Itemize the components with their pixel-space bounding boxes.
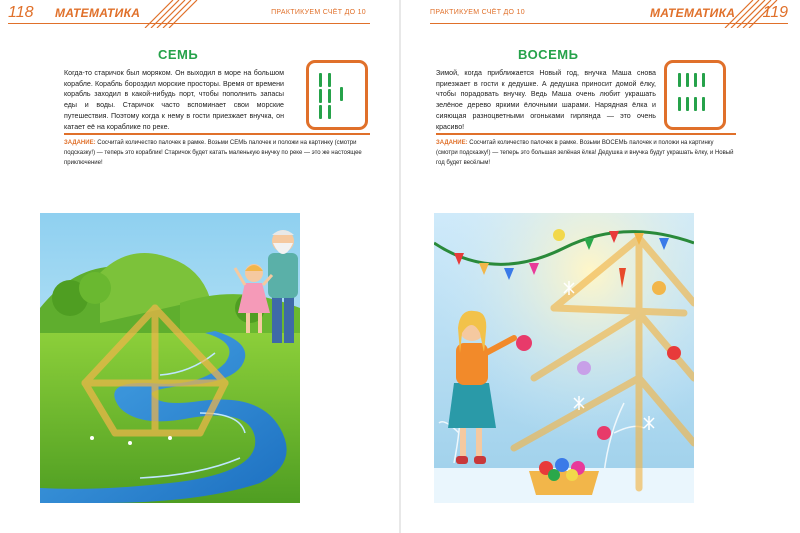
stick-icon bbox=[328, 73, 331, 87]
stick-icon bbox=[686, 73, 689, 87]
task-block bbox=[64, 138, 368, 168]
task-rule bbox=[436, 133, 736, 135]
running-head: ПРАКТИКУЕМ СЧЁТ ДО 10 bbox=[271, 9, 366, 16]
number-title: СЕМЬ bbox=[158, 47, 199, 62]
task-block bbox=[436, 138, 736, 168]
running-head: ПРАКТИКУЕМ СЧЁТ ДО 10 bbox=[430, 9, 525, 16]
stick-icon bbox=[694, 97, 697, 111]
stick-icon bbox=[694, 73, 697, 87]
task-rule bbox=[64, 133, 370, 135]
subject-title: МАТЕМАТИКА bbox=[650, 6, 736, 20]
task-label: ЗАДАНИЕ: bbox=[436, 140, 468, 146]
stick-icon bbox=[328, 105, 331, 119]
sticks-hint-frame bbox=[664, 60, 726, 130]
right-page bbox=[400, 0, 800, 533]
sticks-hint-frame bbox=[306, 60, 368, 130]
page-number: 119 bbox=[762, 4, 788, 21]
stick-icon bbox=[328, 89, 331, 103]
subject-title: МАТЕМАТИКА bbox=[55, 6, 141, 20]
stick-icon bbox=[340, 87, 343, 101]
stick-icon bbox=[319, 73, 322, 87]
task-text: Сосчитай количество палочек в рамке. Возьми СЕМЬ палочек и положи на картинку (смотри подсказку!) — теперь это кораблик! Старичок будет катать маленькую внучку по реке — это же настоящее приключение! bbox=[64, 140, 362, 166]
stick-icon bbox=[702, 97, 705, 111]
river-scene-icon bbox=[40, 213, 300, 503]
stick-icon bbox=[678, 73, 681, 87]
header-rule bbox=[430, 23, 788, 24]
story-text: Зимой, когда приближается Новый год, внучка Маша снова приезжает в гости к дедушке. А дедушка приносит домой ёлку, чтобы порадовать внучку. Ведь Маша очень любит украшать зелёное дерево яркими ёлочными шарами. Нарядная ёлка и сияющая разноцветными огоньками гирлянда — это очень красиво! bbox=[436, 69, 656, 131]
stick-icon bbox=[686, 97, 689, 111]
page-number: 118 bbox=[8, 4, 34, 21]
stick-icon bbox=[319, 105, 322, 119]
christmas-scene-icon bbox=[434, 213, 694, 503]
stick-icon bbox=[678, 97, 681, 111]
number-title: ВОСЕМЬ bbox=[518, 47, 579, 62]
christmas-illustration bbox=[434, 213, 694, 503]
story-text: Когда-то старичок был моряком. Он выходил в море на большом корабле. Корабль бороздил морские просторы. Время от времени корабль заходил в какой-нибудь порт, чтобы пополнить запасы еды и воды. Старичок часто вспоминает свои морские путешествия. Поэтому когда к нему в гости приезжает внучка, он катает её на кораблике по реке. bbox=[64, 69, 284, 131]
task-text: Сосчитай количество палочек в рамке. Возьми ВОСЕМЬ палочек и положи на картинку (смотри подсказку!) — теперь это большая зелёная ёлка! Дедушка и внучка будут украшать ёлку, и Новый год будет весёлым! bbox=[436, 140, 734, 166]
river-illustration bbox=[40, 213, 300, 503]
header-rule bbox=[8, 23, 370, 24]
stick-icon bbox=[702, 73, 705, 87]
task-label: ЗАДАНИЕ: bbox=[64, 140, 96, 146]
stick-icon bbox=[319, 89, 322, 103]
